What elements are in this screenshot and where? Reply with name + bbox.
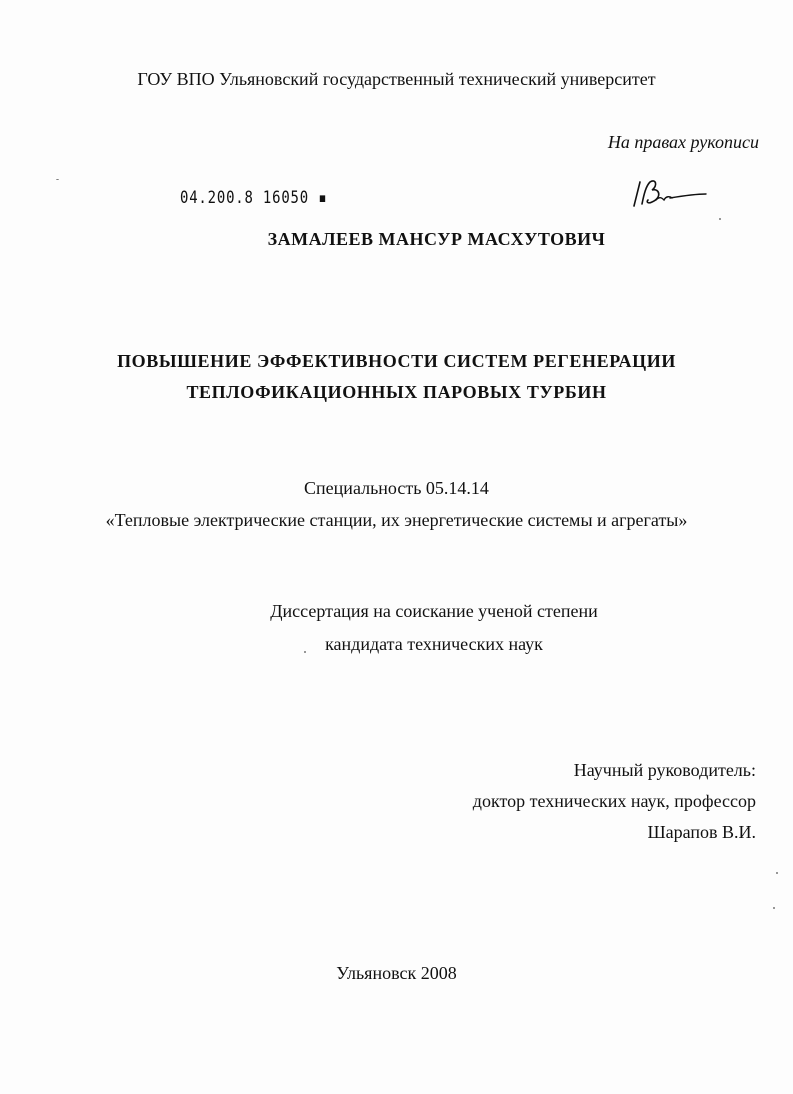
thesis-title-line-1: ПОВЫШЕНИЕ ЭФФЕКТИВНОСТИ СИСТЕМ РЕГЕНЕРАЦИИ: [117, 351, 676, 371]
thesis-title-line-2: ТЕПЛОФИКАЦИОННЫХ ПАРОВЫХ ТУРБИН: [186, 382, 607, 402]
dissertation-line-1: Диссертация на соискание ученой степени: [270, 601, 598, 621]
scan-speck: [56, 179, 59, 180]
university-name: ГОУ ВПО Ульяновский государственный технический университет: [137, 69, 656, 89]
advisor-degree: доктор технических наук, профессор: [472, 791, 756, 811]
scan-speck: [304, 651, 306, 653]
city-year: Ульяновск 2008: [336, 963, 457, 983]
advisor-name: Шарапов В.И.: [647, 822, 756, 842]
rights-note: На правах рукописи: [607, 132, 759, 152]
scan-speck: [773, 907, 775, 909]
dissertation-line-2: кандидата технических наук: [325, 634, 543, 654]
stamp-mark: ▪: [308, 188, 328, 208]
inventory-number: 04.200.8 16050: [180, 188, 309, 208]
advisor-label: Научный руководитель:: [573, 760, 756, 780]
specialty-name: «Тепловые электрические станции, их энергетические системы и агрегаты»: [105, 510, 688, 530]
handwritten-signature: [626, 176, 710, 212]
scan-speck: [776, 872, 778, 874]
scan-speck: [719, 218, 721, 220]
specialty-code: Специальность 05.14.14: [304, 478, 489, 498]
author-name: ЗАМАЛЕЕВ МАНСУР МАСХУТОВИЧ: [267, 229, 606, 249]
inventory-stamp: [180, 187, 327, 209]
